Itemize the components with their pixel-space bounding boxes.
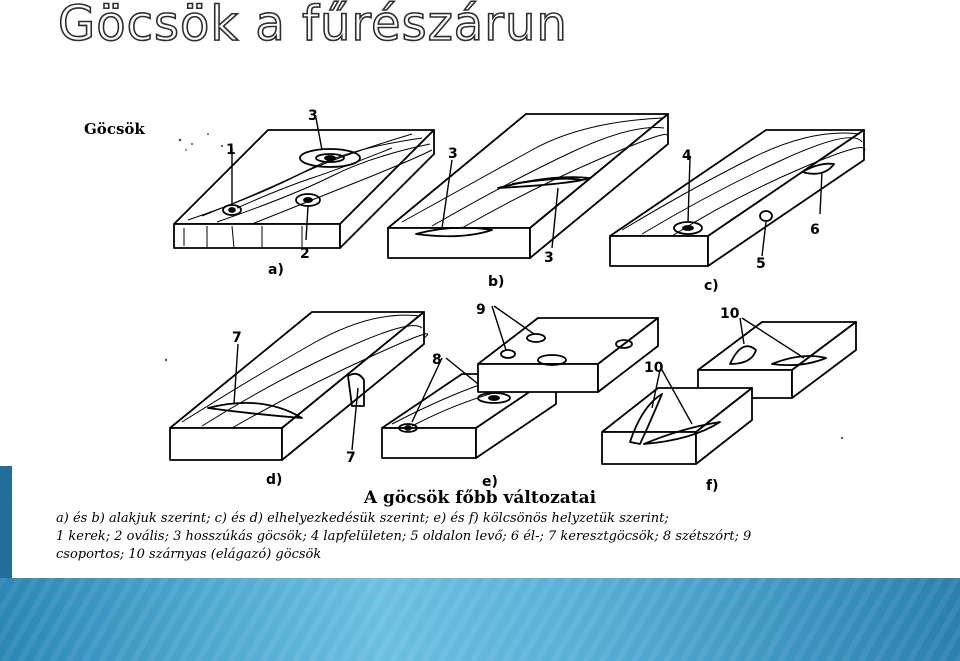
callout-2: 2: [300, 246, 310, 262]
caption-line-3: csoportos; 10 szárnyas (elágazó) göcsök: [56, 547, 322, 562]
callout-4: 4: [682, 148, 692, 164]
callout-1: 1: [226, 142, 236, 158]
figure-heading: Göcsök: [84, 120, 145, 138]
board-f2: [698, 318, 856, 398]
callout-3-b-bottom: 3: [544, 250, 554, 266]
caption-line-2: 1 kerek; 2 ovális; 3 hosszúkás göcsök; 4 lapfelületen; 5 oldalon levő; 6 él-; 7 keresztgöcsök; 8 szétszórt; 9: [56, 529, 752, 544]
callout-10-right: 10: [720, 306, 740, 322]
callout-3-a: 3: [308, 108, 318, 124]
callout-6: 6: [810, 222, 820, 238]
left-accent-bar: [0, 466, 12, 578]
callout-8: 8: [432, 352, 442, 368]
callout-9: 9: [476, 302, 486, 318]
callout-5: 5: [756, 256, 766, 272]
panel-label-a: a): [268, 262, 284, 278]
panel-label-c: c): [704, 278, 719, 294]
callout-3-b-top: 3: [448, 146, 458, 162]
footer-band: [0, 578, 960, 661]
board-f1: [478, 306, 658, 392]
callout-7-top: 7: [232, 330, 242, 346]
panel-label-d: d): [266, 472, 283, 488]
caption-line-1: a) és b) alakjuk szerint; c) és d) elhelyezkedésük szerint; e) és f) kölcsönös helyzetük szerint;: [56, 511, 669, 526]
panel-label-e: e): [482, 474, 498, 490]
callout-7-bottom: 7: [346, 450, 356, 466]
caption-title: A göcsök főbb változatai: [363, 488, 597, 508]
panel-label-b: b): [488, 274, 505, 290]
panel-label-f: f): [706, 478, 719, 494]
slide-title: Göcsök a fűrészárun: [58, 0, 568, 52]
callout-10-bottom: 10: [644, 360, 664, 376]
